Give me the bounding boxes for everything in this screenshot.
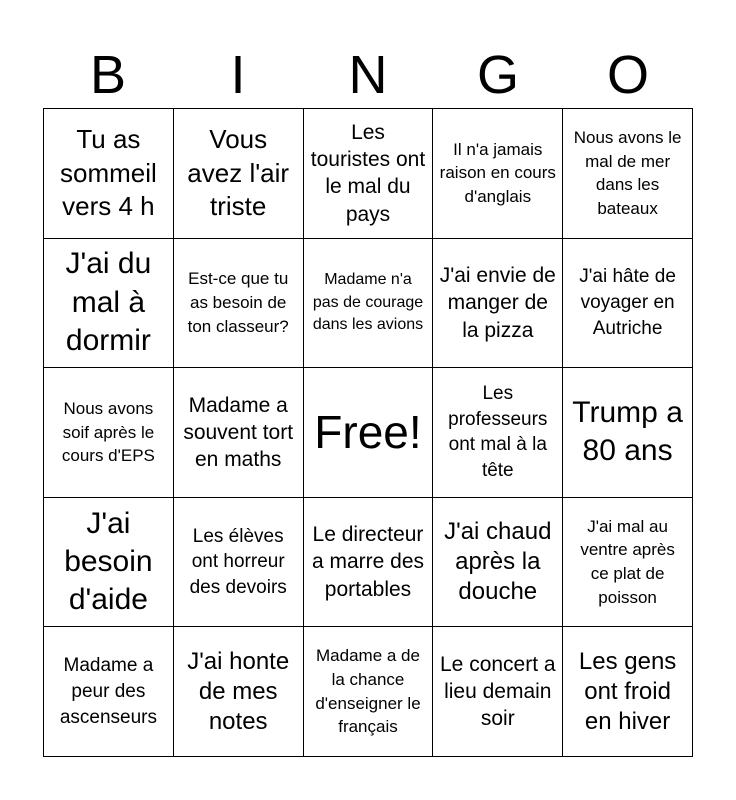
cell-text: Madame a de la chance d'enseigner le français (315, 646, 421, 737)
cell-text: J'ai chaud après la douche (444, 518, 552, 606)
cell-text: Les gens ont froid en hiver (578, 647, 677, 735)
bingo-cell[interactable] (44, 627, 174, 757)
cell-text: Nous avons soif après le cours d'EPS (61, 398, 155, 466)
cell-text: Vous avez l'air triste (187, 124, 290, 221)
cell-text: Les professeurs ont mal à la tête (448, 383, 548, 482)
cell-text: J'ai mal au ventre après ce plat de poisson (580, 516, 675, 607)
header-letter-n: N (348, 45, 388, 105)
cell-text: Trump a 80 ans (572, 396, 683, 468)
bingo-card-grid (43, 108, 693, 757)
cell-text: Nous avons le mal de mer dans les bateaux (573, 127, 682, 219)
header-letter-b: B (89, 45, 127, 105)
bingo-cell[interactable] (44, 109, 174, 239)
bingo-cell[interactable] (563, 498, 693, 628)
bingo-cell[interactable] (433, 627, 563, 757)
header-letter-i: I (230, 45, 246, 105)
bingo-free-cell[interactable] (304, 368, 434, 498)
cell-text: J'ai besoin d'aide (64, 506, 153, 617)
cell-text: Le directeur a marre des portables (311, 523, 425, 601)
cell-text: J'ai envie de manger de la pizza (439, 263, 556, 342)
bingo-cell[interactable] (44, 498, 174, 628)
cell-text: Le concert a lieu demain soir (440, 652, 556, 731)
bingo-cell[interactable] (563, 239, 693, 369)
bingo-cell[interactable] (44, 368, 174, 498)
bingo-cell[interactable] (44, 239, 174, 369)
bingo-cell[interactable] (433, 109, 563, 239)
cell-text: Les élèves ont horreur des devoirs (189, 525, 287, 598)
bingo-cell[interactable] (174, 498, 304, 628)
bingo-cell[interactable] (433, 498, 563, 628)
bingo-header (43, 42, 693, 108)
bingo-cell[interactable] (174, 239, 304, 369)
cell-text: Madame n'a pas de courage dans les avions (312, 271, 424, 334)
cell-text: Madame a souvent tort en maths (183, 393, 294, 472)
cell-text: J'ai honte de mes notes (187, 647, 290, 735)
bingo-cell[interactable] (174, 368, 304, 498)
cell-text: Il n'a jamais raison en cours d'anglais (439, 139, 556, 207)
header-letter-g: G (476, 45, 519, 105)
cell-text: Est-ce que tu as besoin de ton classeur? (187, 269, 289, 336)
bingo-cell[interactable] (563, 627, 693, 757)
cell-text: Les touristes ont le mal du pays (310, 120, 426, 226)
bingo-cell[interactable] (174, 627, 304, 757)
header-letter-o: O (606, 45, 649, 105)
bingo-cell[interactable] (304, 239, 434, 369)
bingo-cell[interactable] (174, 109, 304, 239)
bingo-cell[interactable] (433, 368, 563, 498)
cell-text: J'ai hâte de voyager en Autriche (579, 266, 676, 339)
bingo-cell[interactable] (563, 368, 693, 498)
bingo-cell[interactable] (304, 498, 434, 628)
bingo-cell[interactable] (304, 109, 434, 239)
bingo-cell[interactable] (304, 627, 434, 757)
cell-text: Madame a peur des ascenseurs (59, 655, 157, 728)
cell-text: J'ai du mal à dormir (65, 247, 152, 358)
free-space-label: Free! (314, 405, 422, 458)
bingo-cell[interactable] (563, 109, 693, 239)
cell-text: Tu as sommeil vers 4 h (60, 124, 157, 221)
bingo-cell[interactable] (433, 239, 563, 369)
